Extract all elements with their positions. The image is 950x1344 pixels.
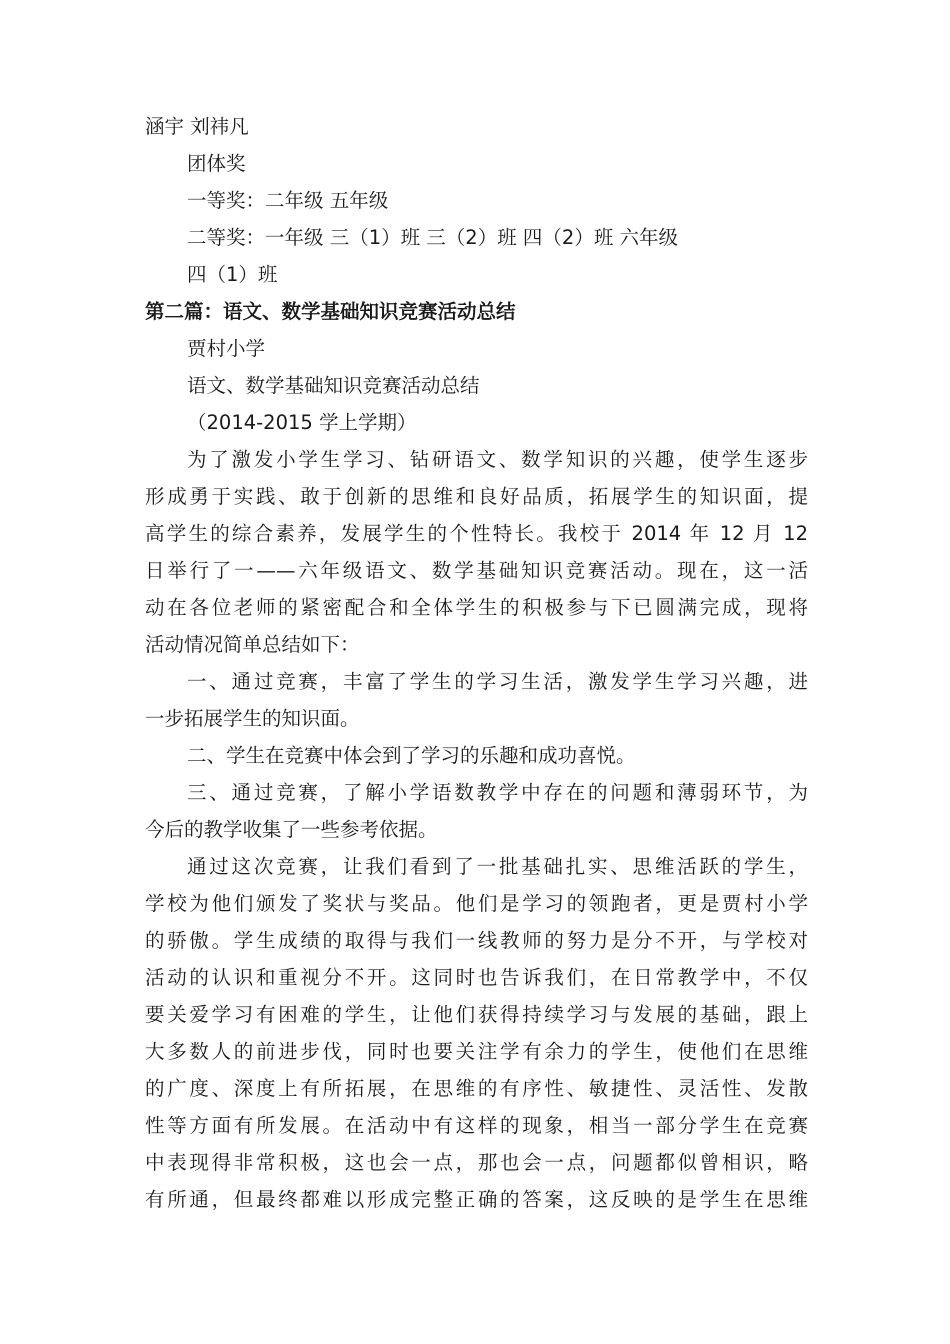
text-line: 二等奖：一年级 三（1）班 三（2）班 四（2）班 六年级 [187, 226, 679, 249]
text-line: 一等奖：二年级 五年级 [187, 189, 389, 212]
paragraph-line: 为了激发小学生学习、钻研语文、数学知识的兴趣，使学生逐步 [187, 448, 808, 471]
text-line: 四（1）班 [187, 263, 278, 286]
paragraph-line: 要关爱学习有困难的学生，让他们获得持续学习与发展的基础，跟上 [145, 1003, 808, 1026]
paragraph-line: 三、通过竞赛，了解小学语数教学中存在的问题和薄弱环节，为 [187, 781, 808, 804]
paragraph-line: 高学生的综合素养，发展学生的个性特长。我校于 2014 年 12 月 12 [145, 522, 808, 545]
paragraph-line: 学校为他们颁发了奖状与奖品。他们是学习的领跑者，更是贾村小学 [145, 892, 808, 915]
text-line: 涵宇 刘祎凡 [145, 115, 249, 138]
paragraph-line: 活动的认识和重视分不开。这同时也告诉我们，在日常教学中，不仅 [145, 966, 808, 989]
paragraph-line: 一、通过竞赛，丰富了学生的学习生活，激发学生学习兴趣，进 [187, 670, 808, 693]
paragraph-line: 动在各位老师的紧密配合和全体学生的积极参与下已圆满完成，现将 [145, 596, 808, 619]
heading-team-award: 团体奖 [187, 152, 246, 175]
paragraph-line: 形成勇于实践、敢于创新的思维和良好品质，拓展学生的知识面，提 [145, 485, 808, 508]
section-title: 第二篇：语文、数学基础知识竞赛活动总结 [145, 300, 516, 323]
paragraph-line: 活动情况简单总结如下： [145, 633, 360, 656]
school-name: 贾村小学 [187, 337, 266, 360]
paragraph-line: 通过这次竞赛，让我们看到了一批基础扎实、思维活跃的学生， [187, 855, 808, 878]
paragraph-line: 二、学生在竞赛中体会到了学习的乐趣和成功喜悦。 [187, 744, 636, 767]
paragraph-line: 的广度、深度上有所拓展，在思维的有序性、敏捷性、灵活性、发散 [145, 1077, 808, 1100]
paragraph-line: 日举行了一——六年级语文、数学基础知识竞赛活动。现在，这一活 [145, 559, 808, 582]
semester-label: （2014-2015 学上学期） [187, 411, 417, 434]
paragraph-line: 的骄傲。学生成绩的取得与我们一线教师的努力是分不开，与学校对 [145, 929, 808, 952]
paragraph-line: 有所通，但最终都难以形成完整正确的答案，这反映的是学生在思维 [145, 1188, 808, 1211]
paragraph-line: 性等方面有所发展。在活动中有这样的现象，相当一部分学生在竞赛 [145, 1114, 808, 1137]
paragraph-line: 今后的教学收集了一些参考依据。 [145, 818, 438, 841]
paragraph-line: 一步拓展学生的知识面。 [145, 707, 360, 730]
paragraph-line: 大多数人的前进步伐，同时也要关注学有余力的学生，使他们在思维 [145, 1040, 808, 1063]
document-page [145, 108, 808, 1218]
paragraph-line: 中表现得非常积极，这也会一点，那也会一点，问题都似曾相识，略 [145, 1151, 808, 1174]
summary-title: 语文、数学基础知识竞赛活动总结 [187, 374, 480, 397]
